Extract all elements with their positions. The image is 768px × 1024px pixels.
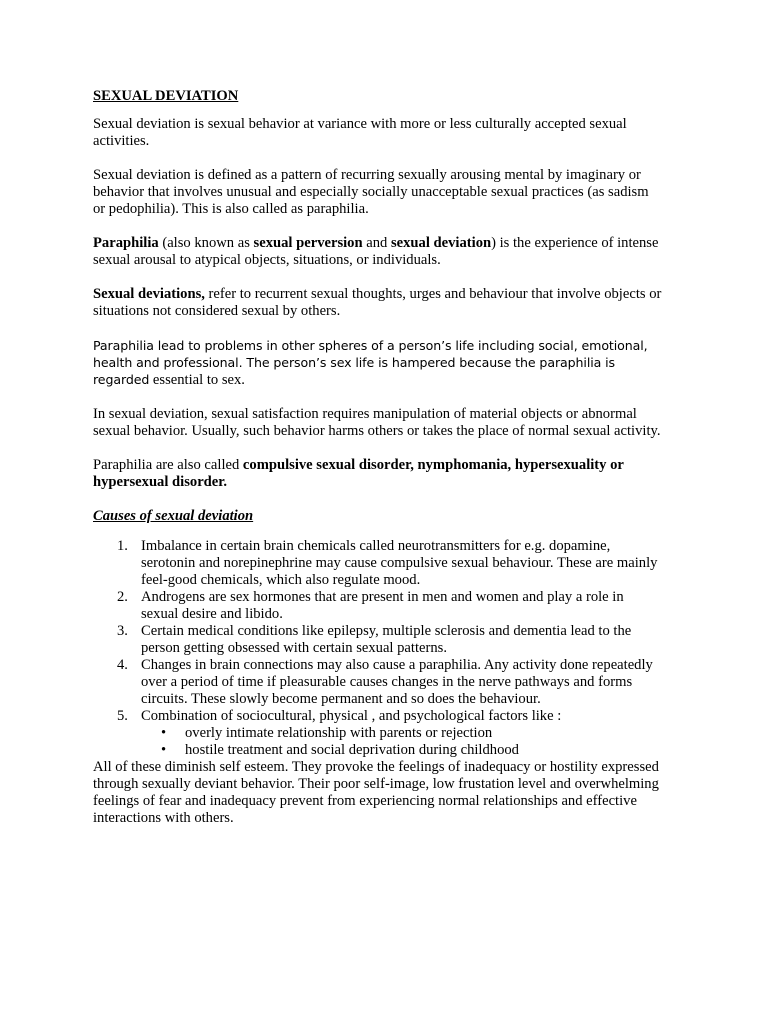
paragraph-paraphilia	[93, 235, 664, 269]
list-item-text: Combination of sociocultural, physical , and psychological factors like :	[141, 708, 562, 724]
list-item-text: Androgens are sex hormones that are present in men and women and play a role in sexual desire and libido.	[141, 589, 624, 622]
term-paraphilia: Paraphilia	[93, 235, 159, 251]
paragraph-text: Paraphilia are also called	[93, 457, 243, 473]
list-item	[117, 708, 664, 759]
list-item-text: Imbalance in certain brain chemicals called neurotransmitters for e.g. dopamine, serotonin and norepinephrine may cause compulsive sexual behaviour. These are mainly feel-good chemicals, which also regulate mood.	[141, 538, 658, 588]
list-item	[117, 589, 664, 623]
factors-sublist	[141, 725, 664, 759]
paragraph-text: essential to sex.	[149, 372, 245, 388]
list-item	[117, 657, 664, 708]
causes-list	[93, 538, 664, 759]
paragraph-also-called	[93, 457, 664, 491]
term-sexual-perversion: sexual perversion	[253, 235, 363, 251]
paragraph-problems	[93, 337, 664, 389]
paragraph-definition-1: Sexual deviation is sexual behavior at variance with more or less culturally accepted sexual activities.	[93, 116, 627, 149]
list-item	[117, 623, 664, 657]
list-number: 2.	[117, 589, 128, 605]
causes-heading: Causes of sexual deviation	[93, 508, 254, 524]
paragraph-conclusion: All of these diminish self esteem. They provoke the feelings of inadequacy or hostility expressed through sexually deviant behavior. Their poor self-image, low frustation level and overwhelming feelings of fear and inadequacy prevent from experiencing normal relationships and effective interactions with others.	[93, 759, 659, 826]
paragraph-text: and	[362, 235, 391, 251]
sublist-item	[161, 742, 664, 759]
paragraph-text: Paraphilia lead to problems in other spheres of a person’s life including social, emotional, health and professional. The person’s sex life is hampered because the paraphilia is regarded	[93, 338, 648, 387]
sublist-item-text: hostile treatment and social deprivation during childhood	[185, 742, 519, 758]
bullet-icon: •	[161, 742, 167, 758]
term-sexual-deviations: Sexual deviations,	[93, 286, 205, 302]
list-number: 3.	[117, 623, 128, 639]
sublist-item	[161, 725, 664, 742]
term-disorder-names: compulsive sexual disorder, nymphomania, hypersexuality or hypersexual disorder.	[93, 457, 624, 490]
list-number: 5.	[117, 708, 128, 724]
sublist-item-text: overly intimate relationship with parents or rejection	[185, 725, 493, 741]
list-number: 1.	[117, 538, 128, 554]
bullet-icon: •	[161, 725, 167, 741]
list-item-text: Certain medical conditions like epilepsy, multiple sclerosis and dementia lead to the person getting obsessed with certain sexual patterns.	[141, 623, 632, 656]
list-item-text: Changes in brain connections may also cause a paraphilia. Any activity done repeatedly over a period of time if pleasurable causes changes in the nerve pathways and forms circuits. These slowly become permanent and so does the behaviour.	[141, 657, 653, 707]
paragraph-definition-2: Sexual deviation is defined as a pattern of recurring sexually arousing mental by imaginary or behavior that involves unusual and especially socially unacceptable sexual practices (as sadism or pedophilia). This is also called as paraphilia.	[93, 167, 649, 217]
paragraph-text: ) is the experience of intense sexual arousal to atypical objects, situations, or individuals.	[93, 235, 659, 268]
list-item	[117, 538, 664, 589]
document-title: SEXUAL DEVIATION	[93, 88, 239, 104]
paragraph-sexual-deviations	[93, 286, 664, 320]
paragraph-text: (also known as	[158, 235, 254, 251]
list-number: 4.	[117, 657, 128, 673]
paragraph-satisfaction: In sexual deviation, sexual satisfaction requires manipulation of material objects or abnormal sexual behavior. Usually, such behavior harms others or takes the place of normal sexual activity.	[93, 406, 661, 439]
term-sexual-deviation: sexual deviation	[390, 235, 492, 251]
paragraph-text: refer to recurrent sexual thoughts, urges and behaviour that involve objects or situations not considered sexual by others.	[93, 286, 662, 319]
